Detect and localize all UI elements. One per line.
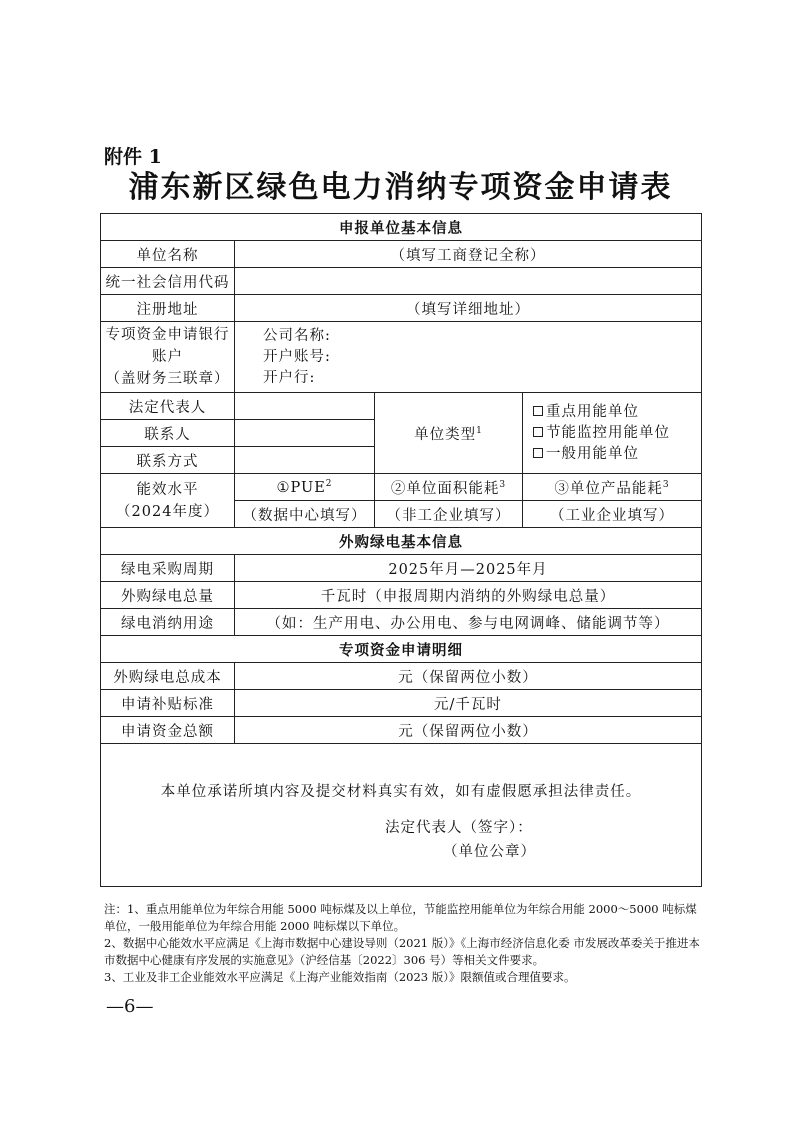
contact-field[interactable] — [235, 420, 375, 447]
pledge-statement: 本单位承诺所填内容及提交材料真实有效，如有虚假愿承担法律责任。 — [160, 784, 642, 800]
checkbox-icon[interactable] — [533, 406, 543, 416]
address-label: 注册地址 — [101, 295, 235, 322]
footnote-2: 2、数据中心能效水平应满足《上海市数据中心建设导则（2021 版）》《上海市经济信息化委 市发展改革委关于推进本市数据中心健康有序发展的实施意见》（沪经信基〔2022〕306 号）等相关文件要求。 — [104, 936, 700, 967]
page-number: —6— — [106, 996, 154, 1017]
contact-method-field[interactable] — [235, 447, 375, 474]
row-address — [101, 295, 702, 322]
product-note: （工业企业填写） — [523, 501, 702, 528]
pue-label: ①PUE — [276, 479, 326, 496]
footnote-ref: 3 — [499, 479, 507, 490]
area-energy-label: ②单位面积能耗 — [390, 480, 500, 497]
bank-branch: 开户行: — [263, 369, 316, 386]
bank-company-name: 公司名称: — [263, 327, 331, 344]
checkbox-icon[interactable] — [533, 448, 543, 458]
efficiency-label-line: （2024年度） — [116, 503, 219, 520]
efficiency-label-line: 能效水平 — [136, 481, 199, 498]
usage-field[interactable]: （如：生产用电、办公用电、参与电网调峰、储能调节等） — [235, 609, 702, 636]
bank-label-line: 专项资金申请银行 — [105, 327, 230, 343]
row-amount — [101, 717, 702, 744]
product-energy-label: ③单位产品能耗 — [554, 480, 663, 497]
credit-code-field[interactable] — [235, 268, 702, 295]
bank-label-line: 账户 — [152, 349, 183, 365]
section-header-applicant — [101, 214, 702, 241]
standard-field[interactable]: 元/千瓦时 — [235, 690, 702, 717]
section-heading: 申报单位基本信息 — [101, 214, 702, 241]
option-label: 一般用能单位 — [546, 445, 639, 462]
row-bank-account — [101, 322, 702, 393]
area-note: （非工企业填写） — [375, 501, 523, 528]
total-label: 外购绿电总量 — [101, 582, 235, 609]
footnote-3: 3、工业及非工企业能效水平应满足《上海产业能效指南（2023 版）》限额值或合理值要求。 — [104, 970, 576, 984]
row-cost — [101, 663, 702, 690]
option-label: 重点用能单位 — [546, 403, 639, 420]
bank-account-field[interactable] — [235, 322, 702, 393]
footnote-1: 注：1、重点用能单位为年综合用能 5000 吨标煤及以上单位，节能监控用能单位为年综合用能 2000～5000 吨标煤单位，一般用能单位为年综合用能 2000 吨标煤以下单位。 — [104, 902, 697, 933]
total-field[interactable]: 千瓦时（申报周期内消纳的外购绿电总量） — [235, 582, 702, 609]
unit-name-label: 单位名称 — [101, 241, 235, 268]
legal-rep-field[interactable] — [235, 393, 375, 420]
bank-label-line: （盖财务三联章） — [105, 371, 230, 387]
section-header-green-power — [101, 528, 702, 555]
attachment-label: 附件 1 — [104, 146, 162, 168]
pue-note: （数据中心填写） — [235, 501, 375, 528]
contact-method-label: 联系方式 — [101, 447, 235, 474]
row-total — [101, 582, 702, 609]
efficiency-pue[interactable] — [235, 474, 375, 501]
bank-account-number: 开户账号: — [263, 348, 331, 365]
cost-label: 外购绿电总成本 — [101, 663, 235, 690]
row-usage — [101, 609, 702, 636]
legal-rep-label: 法定代表人 — [101, 393, 235, 420]
option-label: 节能监控用能单位 — [546, 424, 670, 441]
period-field[interactable]: 2025年月—2025年月 — [235, 555, 702, 582]
section-header-funding — [101, 636, 702, 663]
efficiency-label — [101, 474, 235, 528]
unit-type-option-general[interactable] — [533, 444, 697, 465]
form-title: 浦东新区绿色电力消纳专项资金申请表 — [128, 170, 673, 205]
unit-type-options — [523, 393, 702, 474]
row-pledge — [101, 744, 702, 887]
footnotes — [104, 901, 702, 986]
efficiency-area[interactable] — [375, 474, 523, 501]
application-form-table — [100, 213, 702, 887]
footnote-ref: 3 — [662, 479, 670, 490]
row-credit-code — [101, 268, 702, 295]
row-legal-rep — [101, 393, 702, 420]
row-period — [101, 555, 702, 582]
unit-type-label — [375, 393, 523, 474]
address-field[interactable]: （填写详细地址） — [235, 295, 702, 322]
cost-field[interactable]: 元（保留两位小数） — [235, 663, 702, 690]
contact-label: 联系人 — [101, 420, 235, 447]
pledge-block — [101, 744, 701, 886]
footnote-ref: 1 — [476, 425, 483, 436]
row-efficiency-top — [101, 474, 702, 501]
row-standard — [101, 690, 702, 717]
period-label: 绿电采购周期 — [101, 555, 235, 582]
unit-name-field[interactable]: （填写工商登记全称） — [235, 241, 702, 268]
unit-type-option-key[interactable] — [533, 402, 697, 423]
section-heading: 外购绿电基本信息 — [101, 528, 702, 555]
standard-label: 申请补贴标准 — [101, 690, 235, 717]
amount-label: 申请资金总额 — [101, 717, 235, 744]
bank-account-label — [101, 322, 235, 393]
amount-field[interactable]: 元（保留两位小数） — [235, 717, 702, 744]
unit-type-text: 单位类型 — [414, 426, 477, 443]
unit-type-option-monitored[interactable] — [533, 423, 697, 444]
legal-rep-signature[interactable]: 法定代表人（签字）： — [385, 820, 533, 836]
credit-code-label: 统一社会信用代码 — [101, 268, 235, 295]
section-heading: 专项资金申请明细 — [101, 636, 702, 663]
checkbox-icon[interactable] — [533, 427, 543, 437]
unit-seal: （单位公章） — [443, 844, 536, 860]
usage-label: 绿电消纳用途 — [101, 609, 235, 636]
pledge-cell — [101, 744, 702, 887]
footnote-ref: 2 — [325, 478, 333, 489]
efficiency-product[interactable] — [523, 474, 702, 501]
row-unit-name — [101, 241, 702, 268]
